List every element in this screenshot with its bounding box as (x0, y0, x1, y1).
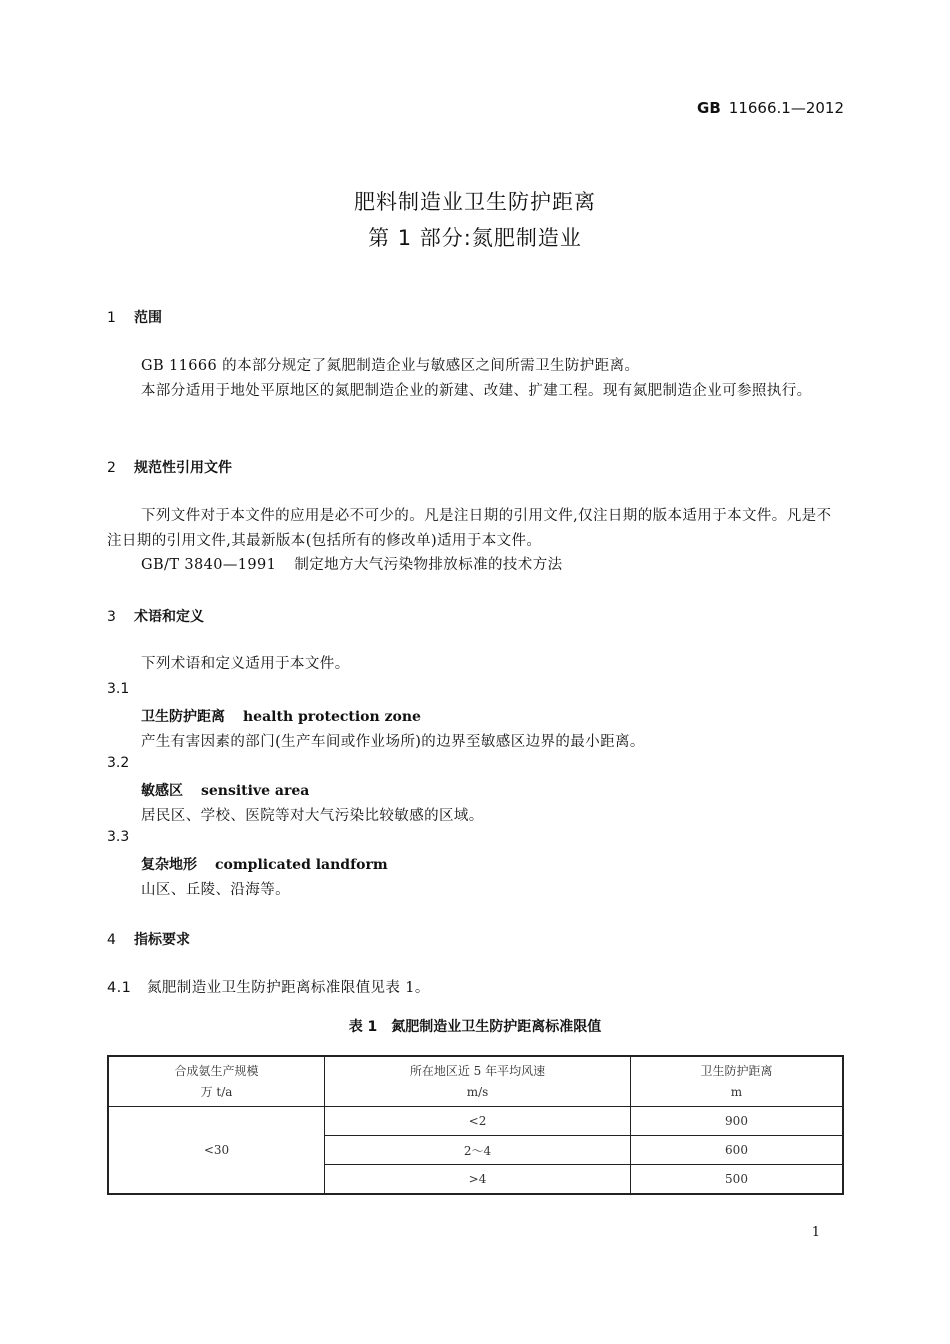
term-en: complicated landform (215, 857, 388, 873)
column-header-scale (108, 1056, 325, 1107)
section-3-paragraph-1: 下列术语和定义适用于本文件。 (141, 656, 350, 672)
distance-cell: 600 (631, 1136, 844, 1165)
column-header-distance (631, 1056, 844, 1107)
term-definition: 产生有害因素的部门(生产车间或作业场所)的边界至敏感区边界的最小距离。 (141, 734, 645, 750)
distance-cell: 500 (631, 1165, 844, 1195)
section-title: 范围 (134, 310, 162, 326)
term-zh: 敏感区 (141, 783, 183, 799)
section-title: 规范性引用文件 (134, 460, 232, 476)
clause-text: 氮肥制造业卫生防护距离标准限值见表 1。 (147, 980, 430, 996)
standard-code: 11666.1—2012 (728, 99, 844, 117)
column-header-wind (325, 1056, 631, 1107)
normative-reference (107, 553, 844, 578)
standard-prefix: GB (697, 99, 721, 117)
wind-cell: 2～4 (325, 1136, 631, 1165)
reference-title: 制定地方大气污染物排放标准的技术方法 (294, 557, 563, 573)
wind-cell: >4 (325, 1165, 631, 1195)
scale-cell: <30 (108, 1107, 325, 1195)
term-zh: 复杂地形 (141, 857, 197, 873)
section-1-paragraph-1: GB 11666 的本部分规定了氮肥制造企业与敏感区之间所需卫生防护距离。 (141, 358, 640, 374)
section-1-paragraph-2: 本部分适用于地处平原地区的氮肥制造企业的新建、改建、扩建工程。现有氮肥制造企业可参照执行。 (141, 383, 812, 399)
term-heading (141, 780, 309, 800)
section-title: 术语和定义 (134, 609, 204, 625)
document-title: 肥料制造业卫生防护距离 (354, 190, 596, 214)
standard-number (0, 99, 844, 117)
distance-limit-table (107, 1055, 844, 1195)
clause-number: 4.1 (107, 980, 132, 996)
header-unit: 万 t/a (200, 1084, 233, 1099)
header-name: 所在地区近 5 年平均风速 (409, 1063, 546, 1078)
section-4-heading (107, 929, 190, 949)
section-1-heading (107, 307, 162, 327)
header-unit: m/s (466, 1084, 489, 1099)
section-2-heading (107, 457, 232, 477)
term-heading (141, 854, 388, 874)
term-number: 3.2 (107, 755, 130, 771)
term-heading (141, 706, 421, 726)
section-2-paragraph-1: 下列文件对于本文件的应用是必不可少的。凡是注日期的引用文件,仅注日期的版本适用于本文件。凡是不注日期的引用文件,其最新版本(包括所有的修改单)适用于本文件。 (107, 508, 832, 549)
term-definition: 居民区、学校、医院等对大气污染比较敏感的区域。 (141, 808, 484, 824)
header-unit: m (730, 1084, 743, 1099)
wind-cell: <2 (325, 1107, 631, 1136)
table-caption: 表 1 氮肥制造业卫生防护距离标准限值 (348, 1019, 602, 1035)
term-definition: 山区、丘陵、沿海等。 (141, 882, 290, 898)
page-number: 1 (811, 1225, 820, 1240)
header-name: 合成氨生产规模 (174, 1063, 259, 1078)
term-zh: 卫生防护距离 (141, 709, 225, 725)
document-subtitle: 第 1 部分:氮肥制造业 (368, 226, 582, 250)
term-number: 3.3 (107, 829, 130, 845)
section-number: 4 (107, 932, 116, 948)
term-en: sensitive area (201, 783, 310, 799)
section-number: 1 (107, 310, 116, 326)
table-row (108, 1107, 843, 1136)
clause-4-1 (107, 976, 844, 1001)
reference-code: GB/T 3840—1991 (141, 557, 277, 573)
section-number: 3 (107, 609, 116, 625)
section-3-heading (107, 606, 204, 626)
section-number: 2 (107, 460, 116, 476)
distance-cell: 900 (631, 1107, 844, 1136)
term-en: health protection zone (243, 709, 421, 725)
header-name: 卫生防护距离 (700, 1063, 773, 1078)
section-title: 指标要求 (134, 932, 190, 948)
term-number: 3.1 (107, 681, 130, 697)
